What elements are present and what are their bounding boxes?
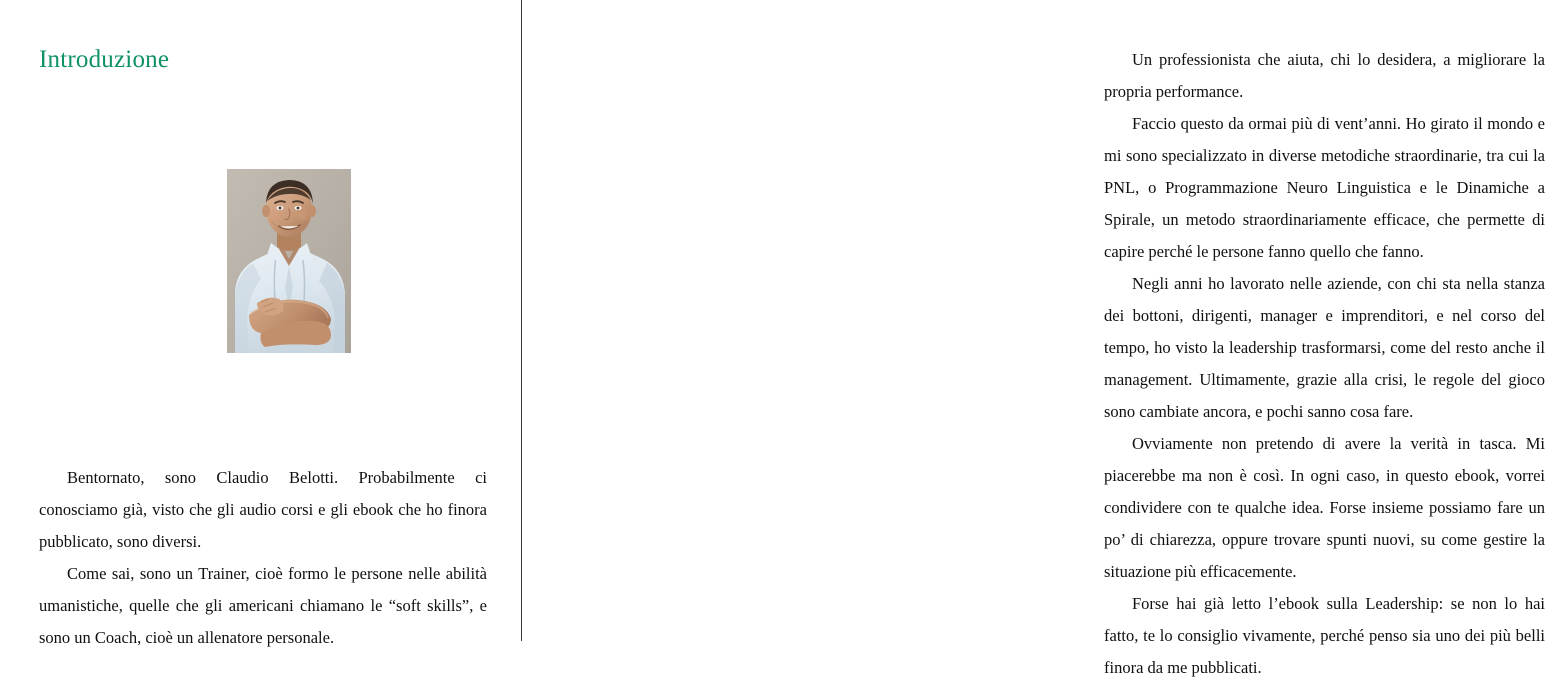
paragraph: Forse hai già letto l’ebook sulla Leadership: se non lo hai fatto, te lo consiglio vivamente, perché penso sia uno dei più belli finora da me pubblicati. bbox=[1104, 594, 1545, 677]
paragraph: Faccio questo da ormai più di vent’anni. Ho girato il mondo e mi sono specializzato in diverse metodiche straordinarie, tra cui la PNL, o Programmazione Neuro Linguistica e le Dinamiche a Spirale, un metodo straordinariamente efficace, che permette di capire perché le persone fanno quello che fanno. bbox=[1104, 114, 1545, 261]
paragraph: Ovviamente non pretendo di avere la verità in tasca. Mi piacerebbe ma non è così. In ogni caso, in questo ebook, vorrei condividere con te qualche idea. Forse insieme possiamo fare un po’ di chiarezza, oppure trovare spunti nuovi, su come gestire la situazione più efficacemente. bbox=[1104, 434, 1545, 581]
right-page bbox=[522, 0, 1545, 677]
paragraph: Un professionista che aiuta, chi lo desidera, a migliorare la propria performance. bbox=[1104, 50, 1545, 101]
paragraph: Come sai, sono un Trainer, cioè formo le persone nelle abilità umanistiche, quelle che gli americani chiamano le “soft skills”, e sono un Coach, cioè un allenatore personale. bbox=[39, 564, 487, 647]
right-page-body bbox=[1104, 44, 1545, 684]
left-page-body bbox=[39, 462, 487, 654]
paragraph: Negli anni ho lavorato nelle aziende, con chi sta nella stanza dei bottoni, dirigenti, manager e imprenditori, e nel corso del tempo, ho visto la leadership trasformarsi, come del resto anche il management. Ultimamente, grazie alla crisi, le regole del gioco sono cambiate ancora, e pochi sanno cosa fare. bbox=[1104, 274, 1545, 421]
author-portrait-photo bbox=[227, 169, 351, 353]
paragraph: Bentornato, sono Claudio Belotti. Probabilmente ci conosciamo già, visto che gli audio corsi e gli ebook che ho finora pubblicato, sono diversi. bbox=[39, 468, 487, 551]
left-page bbox=[0, 0, 521, 647]
chapter-title: Introduzione bbox=[39, 46, 170, 73]
